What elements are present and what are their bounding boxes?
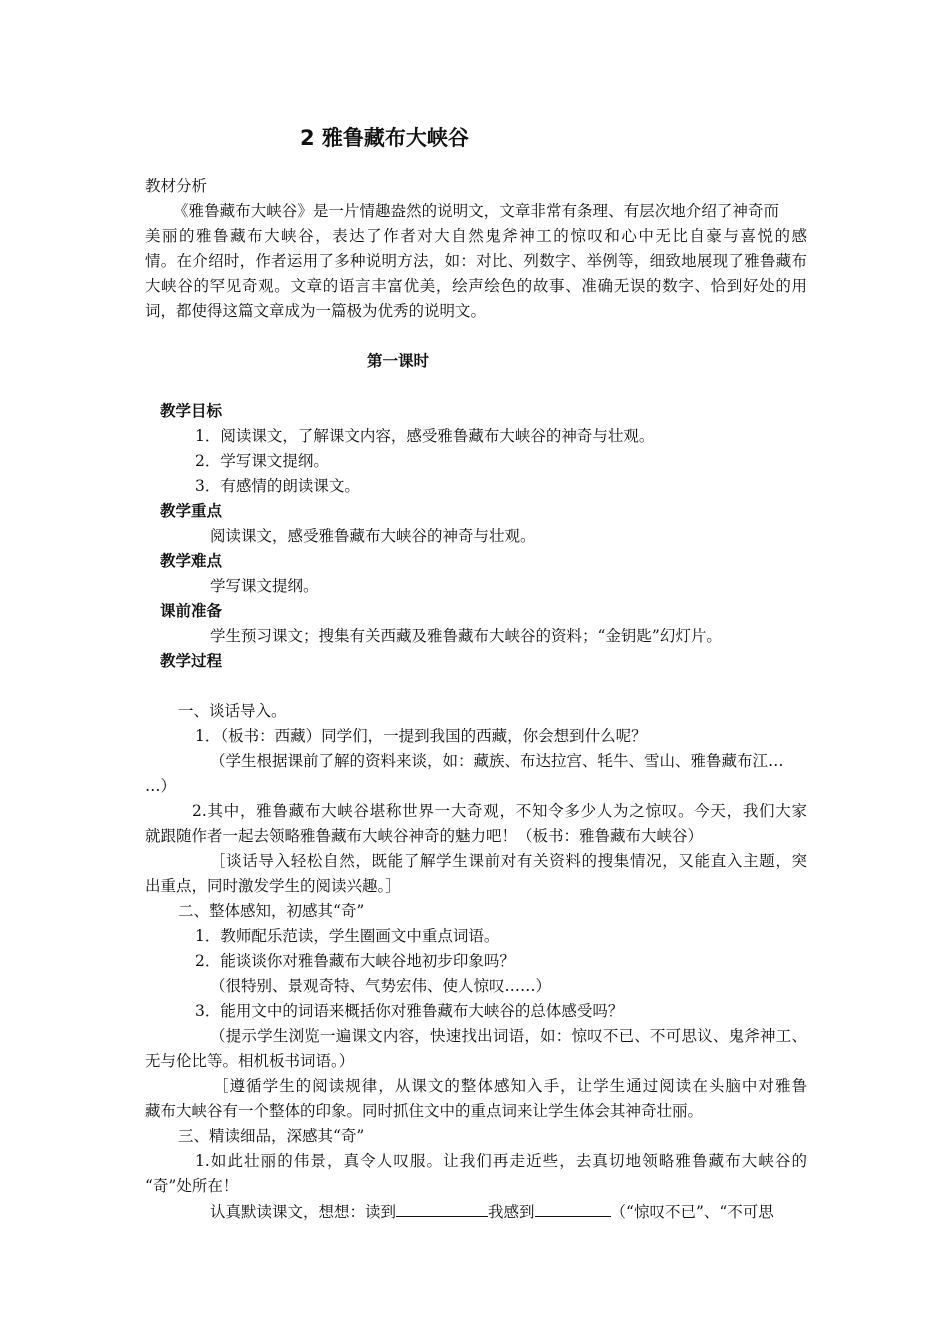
prep-heading: 课前准备: [160, 602, 223, 620]
goal-item-1: 1．阅读课文，了解课文内容，感受雅鲁藏布大峡谷的神奇与壮观。: [195, 427, 655, 445]
section-2-item-1: 1．教师配乐范读，学生圈画文中重点词语。: [195, 927, 500, 945]
section-2-note-3-line-1: （提示学生浏览一遍课文内容，快速找出词语，如：惊叹不已、不可思议、鬼斧神工、: [210, 1027, 807, 1045]
fill-blank-1: [396, 1200, 488, 1217]
section-2-comment-line-2: 藏布大峡谷有一个整体的印象。同时抓住文中的重点词来让学生体会其神奇壮丽。: [145, 1102, 704, 1120]
fill-blank-2: [535, 1200, 611, 1217]
focus-heading: 教学重点: [160, 502, 223, 520]
section-1-comment-line-2: 出重点，同时激发学生的阅读兴趣。］: [145, 877, 401, 895]
document-title: 2 雅鲁藏布大峡谷: [300, 126, 469, 150]
prep-text: 学生预习课文；搜集有关西藏及雅鲁藏布大峡谷的资料；“金钥匙”幻灯片。: [210, 627, 722, 645]
section-2-comment-line-1: ［遵循学生的阅读规律，从课文的整体感知入手，让学生通过阅读在头脑中对雅鲁: [213, 1077, 807, 1095]
material-para-line-1: 《雅鲁藏布大峡谷》是一片情趣盎然的说明文，文章非常有条理、有层次地介绍了神奇而: [173, 202, 779, 220]
section-2-item-2: 2．能谈谈你对雅鲁藏布大峡谷地初步印象吗？: [195, 952, 515, 970]
section-1-item-1: 1．（板书：西藏）同学们，一提到我国的西藏，你会想到什么呢？: [195, 727, 647, 745]
section-1-heading: 一、谈话导入。: [178, 702, 287, 720]
material-heading: 教材分析: [145, 177, 208, 195]
difficulty-text: 学写课文提纲。: [210, 577, 319, 595]
material-para-line-4: 大峡谷的罕见奇观。文章的语言丰富优美，绘声绘色的故事、准确无误的数字、恰到好处的用: [145, 277, 807, 295]
focus-text: 阅读课文，感受雅鲁藏布大峡谷的神奇与壮观。: [210, 527, 536, 545]
difficulty-heading: 教学难点: [160, 552, 223, 570]
section-3-task-line: [210, 1200, 774, 1223]
section-1-comment-line-1: ［谈话导入轻松自然，既能了解学生课前对有关资料的搜集情况，又能直入主题，突: [210, 852, 807, 870]
section-3-item-1-line-1: 1.如此壮丽的伟景，真令人叹服。让我们再走近些，去真切地领略雅鲁藏布大峡谷的: [195, 1152, 807, 1170]
goal-item-2: 2．学写课文提纲。: [195, 452, 329, 470]
lesson-heading: 第一课时: [367, 352, 430, 370]
section-3-heading: 三、精读细品，深感其“奇”: [178, 1127, 365, 1145]
section-3-item-1-line-2: “奇”处所在！: [145, 1177, 239, 1195]
section-1-note-1-line-1: （学生根据课前了解的资料来谈，如：藏族、布达拉宫、牦牛、雪山、雅鲁藏布江…: [210, 752, 784, 770]
material-para-line-2: 美丽的雅鲁藏布大峡谷，表达了作者对大自然鬼斧神工的惊叹和心中无比自豪与喜悦的感: [145, 227, 807, 245]
goals-heading: 教学目标: [160, 402, 223, 420]
section-2-heading: 二、整体感知，初感其“奇”: [178, 902, 365, 920]
section-1-item-2-line-2: 就跟随作者一起去领略雅鲁藏布大峡谷神奇的魅力吧！（板书：雅鲁藏布大峡谷）: [145, 827, 704, 845]
section-2-note-2: （很特别、景观奇特、气势宏伟、使人惊叹……）: [210, 977, 552, 995]
material-para-line-3: 情。在介绍时，作者运用了多种说明方法，如：对比、列数字、举例等，细致地展现了雅鲁藏布: [145, 252, 807, 270]
section-2-note-3-line-2: 无与伦比等。相机板书词语。）: [145, 1052, 355, 1070]
goal-item-3: 3．有感情的朗读课文。: [195, 477, 360, 495]
section-1-item-2-line-1: 2.其中，雅鲁藏布大峡谷堪称世界一大奇观，不知令多少人为之惊叹。今天，我们大家: [192, 802, 807, 820]
task-text-middle: 我感到: [488, 1203, 535, 1221]
section-1-note-1-line-2: …）: [145, 777, 177, 795]
material-para-line-5: 词，都使得这篇文章成为一篇极为优秀的说明文。: [145, 302, 487, 320]
task-text-after: （“惊叹不已”、“不可思: [610, 1203, 774, 1221]
section-2-item-3: 3．能用文中的词语来概括你对雅鲁藏布大峡谷的总体感受吗？: [195, 1002, 624, 1020]
task-text-before: 认真默读课文，想想：读到: [210, 1203, 397, 1221]
process-heading: 教学过程: [160, 652, 223, 670]
